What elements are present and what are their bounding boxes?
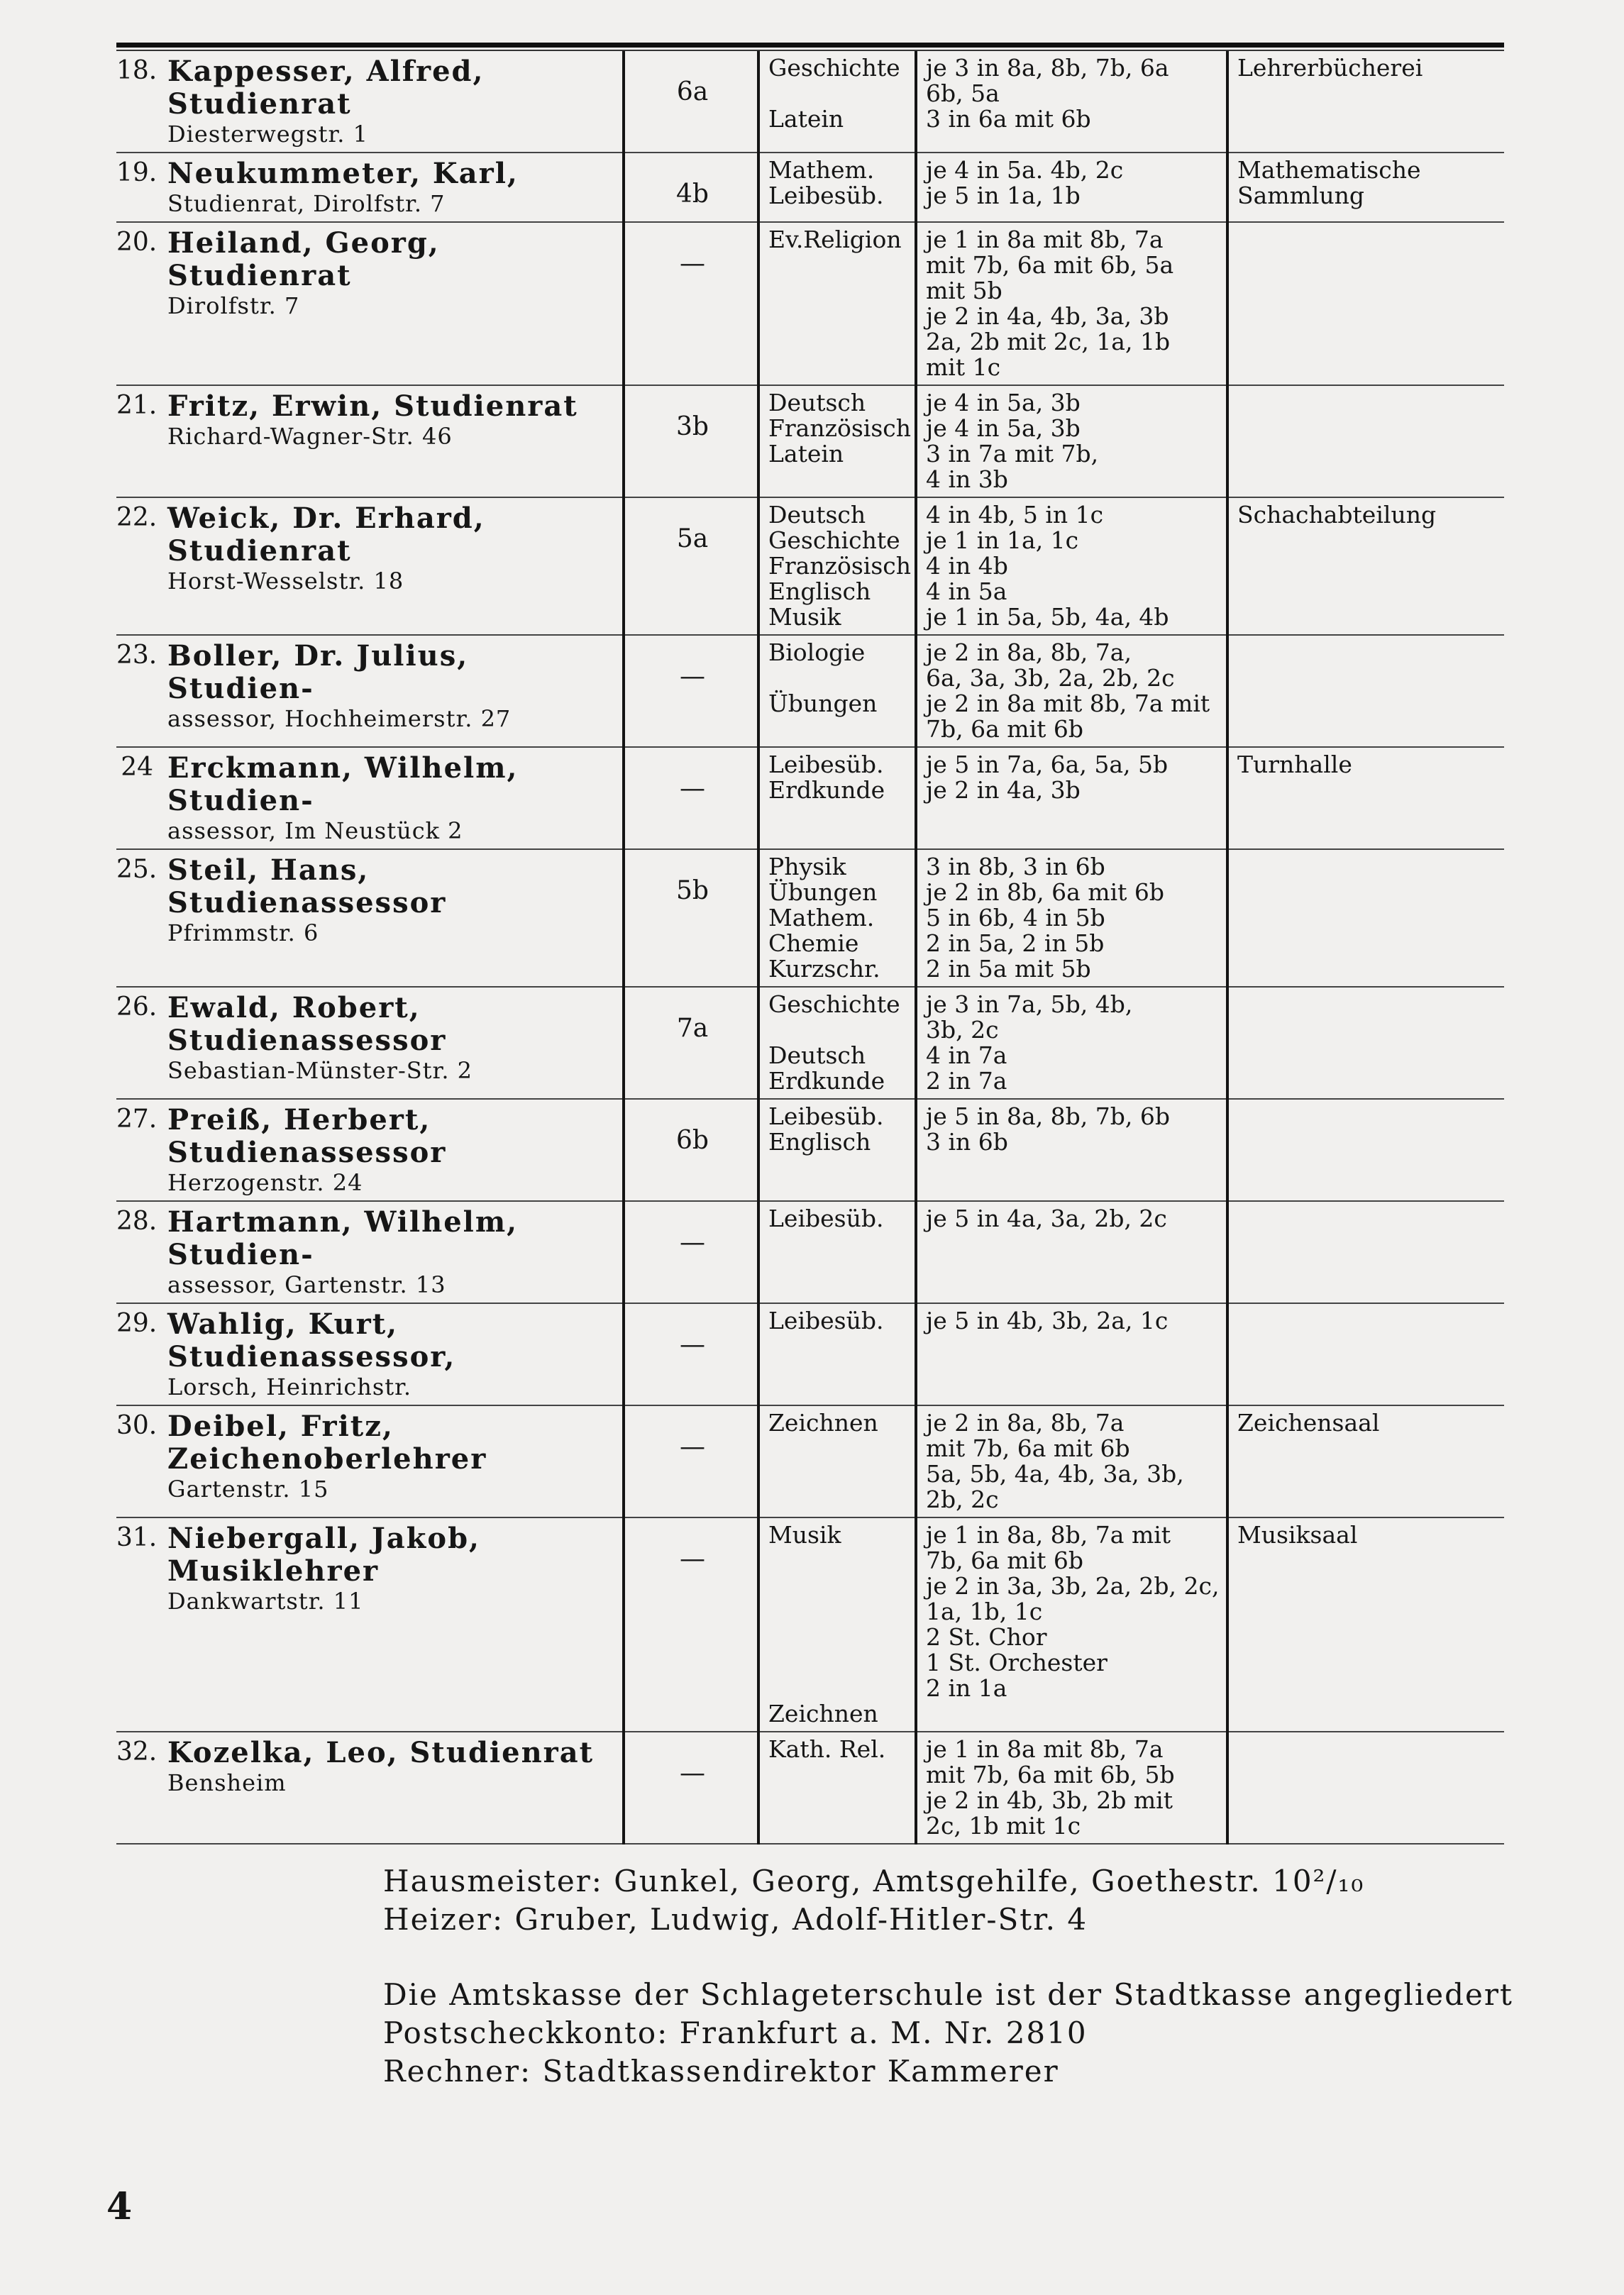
note-cell <box>1227 1405 1504 1517</box>
table-row <box>116 1099 1504 1201</box>
subjects-cell <box>758 1303 916 1405</box>
subject: Deutsch <box>768 1041 866 1069</box>
table-row <box>116 385 1504 497</box>
hours-line: 2b, 2c <box>926 1486 999 1513</box>
teacher-name: Preiß, Herbert, Studienassessor <box>167 1103 447 1169</box>
subject <box>768 81 909 106</box>
subjects-cell <box>758 849 916 987</box>
subject: Chemie <box>768 929 859 957</box>
hours-line: 6b, 5a <box>926 79 1000 107</box>
hours-line: 1a, 1b, 1c <box>926 1598 1043 1625</box>
subject <box>768 1574 909 1599</box>
subject: Deutsch <box>768 501 866 529</box>
subject: Französisch <box>768 552 912 580</box>
hours-line: 1 St. Orchester <box>926 1649 1107 1676</box>
subjects-cell <box>758 1517 916 1732</box>
class-teacher-of <box>624 51 758 153</box>
hours-line: je 5 in 7a, 6a, 5a, 5b <box>926 751 1169 778</box>
note-cell <box>1227 849 1504 987</box>
hours-cell <box>916 222 1227 385</box>
note-line: Musiksaal <box>1237 1521 1358 1549</box>
hours-line: 2 St. Chor <box>926 1623 1047 1651</box>
hours-cell <box>916 1517 1227 1732</box>
hours-line: 3 in 6a mit 6b <box>926 105 1091 133</box>
teacher-address: Sebastian-Münster-Str. 2 <box>167 1057 473 1084</box>
hours-cell <box>916 1303 1227 1405</box>
hours-cell <box>916 385 1227 497</box>
subject: Geschichte <box>768 990 900 1018</box>
hours-line: je 1 in 8a mit 8b, 7a <box>926 1735 1164 1763</box>
hours-line: je 2 in 8a mit 8b, 7a mit <box>926 690 1210 717</box>
row-number: 28. <box>116 1201 159 1303</box>
class-teacher-of <box>624 222 758 385</box>
hours-line: 4 in 3b <box>926 465 1008 493</box>
hours-line: je 3 in 8a, 8b, 7b, 6a <box>926 54 1169 82</box>
hours-line: 4 in 4b <box>926 552 1008 580</box>
class-label: — <box>680 1759 705 1788</box>
note-cell <box>1227 1201 1504 1303</box>
note-cell <box>1227 153 1504 222</box>
teacher-name: Kozelka, Leo, Studienrat <box>167 1736 595 1769</box>
rechner-line: Rechner: Stadtkassendirektor Kammerer <box>383 2054 1059 2089</box>
teacher-cell <box>159 1201 624 1303</box>
hours-line: 6a, 3a, 3b, 2a, 2b, 2c <box>926 664 1175 692</box>
subjects-cell <box>758 222 916 385</box>
table-row <box>116 1517 1504 1732</box>
teacher-cell <box>159 385 624 497</box>
subject: Geschichte <box>768 54 900 82</box>
subject: Leibesüb. <box>768 182 884 209</box>
row-number: 18. <box>116 51 159 153</box>
subject <box>768 1017 909 1043</box>
teacher-name: Ewald, Robert, Studienassessor <box>167 991 447 1057</box>
table-row <box>116 849 1504 987</box>
subjects-cell <box>758 1201 916 1303</box>
hours-cell <box>916 987 1227 1099</box>
teacher-address: assessor, Hochheimerstr. 27 <box>167 705 512 732</box>
teacher-cell <box>159 1517 624 1732</box>
class-label: — <box>680 1228 705 1257</box>
hours-cell <box>916 1732 1227 1844</box>
teacher-address: Lorsch, Heinrichstr. <box>167 1373 412 1400</box>
subject: Leibesüb. <box>768 1205 884 1232</box>
subjects-cell <box>758 987 916 1099</box>
row-number: 24 <box>116 747 159 849</box>
subject: Deutsch <box>768 389 866 416</box>
hours-line: mit 7b, 6a mit 6b, 5a <box>926 251 1174 279</box>
subject: Musik <box>768 603 841 631</box>
subjects-cell <box>758 635 916 747</box>
row-number: 19. <box>116 153 159 222</box>
subject: Mathem. <box>768 904 875 931</box>
subject: Französisch <box>768 414 912 442</box>
row-number: 25. <box>116 849 159 987</box>
staff-table-container <box>116 43 1504 1845</box>
teacher-name: Wahlig, Kurt, Studienassessor, <box>167 1307 456 1373</box>
row-number: 31. <box>116 1517 159 1732</box>
hours-line: je 2 in 4a, 4b, 3a, 3b <box>926 302 1169 330</box>
row-number: 26. <box>116 987 159 1099</box>
hours-line: je 4 in 5a. 4b, 2c <box>926 156 1124 184</box>
table-row <box>116 153 1504 222</box>
teacher-cell <box>159 1405 624 1517</box>
class-label: — <box>680 1432 705 1461</box>
row-number: 27. <box>116 1099 159 1201</box>
subject: Leibesüb. <box>768 751 884 778</box>
teacher-name: Fritz, Erwin, Studienrat <box>167 389 578 423</box>
teacher-name: Deibel, Fritz, Zeichenoberlehrer <box>167 1410 487 1476</box>
note-cell <box>1227 987 1504 1099</box>
hours-cell <box>916 51 1227 153</box>
teacher-name: Steil, Hans, Studienassessor <box>167 853 447 919</box>
teacher-cell <box>159 51 624 153</box>
hours-line: je 1 in 5a, 5b, 4a, 4b <box>926 603 1169 631</box>
table-row <box>116 1405 1504 1517</box>
class-teacher-of <box>624 1201 758 1303</box>
subject: Englisch <box>768 1128 871 1156</box>
table-row <box>116 1732 1504 1844</box>
hours-line: 2 in 5a mit 5b <box>926 955 1091 983</box>
subject: Ev.Religion <box>768 226 902 253</box>
teacher-address: assessor, Gartenstr. 13 <box>167 1271 446 1298</box>
postscheck-line: Postscheckkonto: Frankfurt a. M. Nr. 2810 <box>383 2015 1088 2050</box>
class-teacher-of <box>624 1517 758 1732</box>
note-line: Lehrerbücherei <box>1237 54 1423 82</box>
teacher-cell <box>159 1099 624 1201</box>
class-label: 3b <box>676 412 709 441</box>
hours-line: 3 in 8b, 3 in 6b <box>926 853 1105 880</box>
note-cell <box>1227 635 1504 747</box>
hours-line: 2 in 7a <box>926 1067 1007 1095</box>
staff-table-body <box>116 51 1504 1844</box>
class-teacher-of <box>624 747 758 849</box>
note-cell <box>1227 747 1504 849</box>
subject: Physik <box>768 853 846 880</box>
class-teacher-of <box>624 153 758 222</box>
teacher-address: Dirolfstr. 7 <box>167 292 300 319</box>
hours-line: 4 in 7a <box>926 1041 1007 1069</box>
hours-line: je 5 in 4a, 3a, 2b, 2c <box>926 1205 1167 1232</box>
class-teacher-of <box>624 635 758 747</box>
top-rule <box>116 43 1504 51</box>
teacher-cell <box>159 635 624 747</box>
note-cell <box>1227 222 1504 385</box>
subjects-cell <box>758 497 916 635</box>
hours-line: je 3 in 7a, 5b, 4b, <box>926 990 1133 1018</box>
class-teacher-of <box>624 1405 758 1517</box>
class-teacher-of <box>624 497 758 635</box>
heizer-line: Heizer: Gruber, Ludwig, Adolf-Hitler-Str. 4 <box>383 1902 1088 1937</box>
table-row <box>116 747 1504 849</box>
class-label: 5a <box>676 524 709 553</box>
row-number: 23. <box>116 635 159 747</box>
table-row <box>116 1303 1504 1405</box>
table-row <box>116 497 1504 635</box>
subject: Zeichnen <box>768 1409 878 1437</box>
subject: Latein <box>768 440 844 468</box>
note-line: Turnhalle <box>1237 751 1352 778</box>
staff-table <box>116 51 1504 1845</box>
table-row <box>116 222 1504 385</box>
subject: Erdkunde <box>768 776 885 804</box>
row-number: 22. <box>116 497 159 635</box>
note-line: Zeichensaal <box>1237 1409 1380 1437</box>
hours-line: 3 in 6b <box>926 1128 1008 1156</box>
teacher-name: Weick, Dr. Erhard, Studienrat <box>167 502 485 568</box>
note-cell <box>1227 51 1504 153</box>
teacher-name: Hartmann, Wilhelm, Studien- <box>167 1205 519 1271</box>
teacher-name: Heiland, Georg, Studienrat <box>167 226 440 292</box>
hours-line: mit 1c <box>926 353 1001 381</box>
teacher-cell <box>159 747 624 849</box>
subjects-cell <box>758 385 916 497</box>
subjects-cell <box>758 747 916 849</box>
subjects-cell <box>758 1099 916 1201</box>
subjects-cell <box>758 1405 916 1517</box>
teacher-address: Horst-Wesselstr. 18 <box>167 568 404 595</box>
teacher-name: Neukummeter, Karl, <box>167 157 519 190</box>
hours-line: je 5 in 8a, 8b, 7b, 6b <box>926 1102 1171 1130</box>
subject: Kath. Rel. <box>768 1735 886 1763</box>
teacher-name: Boller, Dr. Julius, Studien- <box>167 639 469 705</box>
row-number: 29. <box>116 1303 159 1405</box>
subject: Übungen <box>768 878 878 906</box>
subject: Kurzschr. <box>768 955 880 983</box>
hours-line: 7b, 6a mit 6b <box>926 1547 1083 1574</box>
hours-line: 7b, 6a mit 6b <box>926 715 1083 743</box>
class-teacher-of <box>624 1303 758 1405</box>
note-cell <box>1227 497 1504 635</box>
hausmeister-line: Hausmeister: Gunkel, Georg, Amtsgehilfe, Goethestr. 10²/₁₀ <box>383 1864 1365 1898</box>
subject: Mathem. <box>768 156 875 184</box>
subject: Musik <box>768 1521 841 1549</box>
hours-line: je 5 in 4b, 3b, 2a, 1c <box>926 1307 1169 1334</box>
subject <box>768 1548 909 1574</box>
table-row <box>116 51 1504 153</box>
hours-line: 5 in 6b, 4 in 5b <box>926 904 1105 931</box>
hours-cell <box>916 497 1227 635</box>
subject: Übungen <box>768 690 878 717</box>
hours-line: je 2 in 4b, 3b, 2b mit <box>926 1786 1173 1814</box>
subject <box>768 1650 909 1676</box>
subject <box>768 1676 909 1701</box>
hours-line: je 1 in 8a, 8b, 7a mit <box>926 1521 1171 1549</box>
hours-line: mit 5b <box>926 277 1002 304</box>
hours-line: 2 in 5a, 2 in 5b <box>926 929 1105 957</box>
teacher-address: Studienrat, Dirolfstr. 7 <box>167 190 446 217</box>
class-teacher-of <box>624 1099 758 1201</box>
subject: Erdkunde <box>768 1067 885 1095</box>
row-number: 20. <box>116 222 159 385</box>
hours-line: je 2 in 3a, 3b, 2a, 2b, 2c, <box>926 1572 1220 1600</box>
subjects-cell <box>758 1732 916 1844</box>
class-label: 4b <box>676 179 709 209</box>
note-line: Mathematische <box>1237 156 1421 184</box>
teacher-address: Gartenstr. 15 <box>167 1476 329 1503</box>
teacher-cell <box>159 987 624 1099</box>
subject <box>768 1599 909 1625</box>
hours-line: je 1 in 8a mit 8b, 7a <box>926 226 1164 253</box>
hours-line: 3 in 7a mit 7b, <box>926 440 1099 468</box>
table-row <box>116 635 1504 747</box>
class-teacher-of <box>624 385 758 497</box>
class-label: 5b <box>676 876 709 905</box>
hours-line: 5a, 5b, 4a, 4b, 3a, 3b, <box>926 1460 1184 1488</box>
teacher-address: Richard-Wagner-Str. 46 <box>167 423 453 450</box>
subject: Englisch <box>768 577 871 605</box>
table-row <box>116 987 1504 1099</box>
subject: Biologie <box>768 638 866 666</box>
hours-line: je 2 in 8a, 8b, 7a, <box>926 638 1132 666</box>
subject: Geschichte <box>768 526 900 554</box>
hours-cell <box>916 1201 1227 1303</box>
hours-line: je 2 in 8b, 6a mit 6b <box>926 878 1165 906</box>
hours-line: 2 in 1a <box>926 1674 1007 1702</box>
teacher-cell <box>159 153 624 222</box>
class-teacher-of <box>624 1732 758 1844</box>
class-label: — <box>680 1544 705 1574</box>
teacher-cell <box>159 1732 624 1844</box>
teacher-name: Niebergall, Jakob, Musiklehrer <box>167 1522 480 1588</box>
hours-line: 4 in 5a <box>926 577 1007 605</box>
hours-cell <box>916 747 1227 849</box>
subject <box>768 1625 909 1650</box>
teacher-name: Kappesser, Alfred, Studienrat <box>167 55 485 121</box>
hours-line: 2a, 2b mit 2c, 1a, 1b <box>926 328 1171 355</box>
teacher-address: Bensheim <box>167 1769 287 1796</box>
subject: Latein <box>768 105 844 133</box>
teacher-address: Diesterwegstr. 1 <box>167 121 368 148</box>
hours-cell <box>916 635 1227 747</box>
class-label: — <box>680 662 705 691</box>
hours-line: mit 7b, 6a mit 6b, 5b <box>926 1761 1175 1788</box>
hours-cell <box>916 1099 1227 1201</box>
teacher-address: assessor, Im Neustück 2 <box>167 817 463 844</box>
note-cell <box>1227 1099 1504 1201</box>
hours-cell <box>916 1405 1227 1517</box>
hours-line: je 5 in 1a, 1b <box>926 182 1081 209</box>
teacher-cell <box>159 1303 624 1405</box>
class-label: 6b <box>676 1126 709 1155</box>
amtskasse-line: Die Amtskasse der Schlageterschule ist der Stadtkasse angegliedert <box>383 1977 1513 2012</box>
teacher-address: Pfrimmstr. 6 <box>167 919 319 946</box>
note-cell <box>1227 1732 1504 1844</box>
note-cell <box>1227 385 1504 497</box>
subjects-cell <box>758 153 916 222</box>
subject: Leibesüb. <box>768 1307 884 1334</box>
class-label: 6a <box>676 77 709 106</box>
row-number: 30. <box>116 1405 159 1517</box>
note-cell <box>1227 1303 1504 1405</box>
hours-line: mit 7b, 6a mit 6b <box>926 1434 1130 1462</box>
subject: Leibesüb. <box>768 1102 884 1130</box>
note-line: Schachabteilung <box>1237 501 1437 529</box>
hours-line: 2c, 1b mit 1c <box>926 1812 1081 1840</box>
hours-line: je 4 in 5a, 3b <box>926 414 1081 442</box>
row-number: 32. <box>116 1732 159 1844</box>
hours-line: je 4 in 5a, 3b <box>926 389 1081 416</box>
hours-line: je 2 in 4a, 3b <box>926 776 1081 804</box>
table-row <box>116 1201 1504 1303</box>
class-label: — <box>680 249 705 278</box>
row-number: 21. <box>116 385 159 497</box>
class-label: 7a <box>676 1014 709 1043</box>
class-label: — <box>680 1330 705 1359</box>
note-line: Sammlung <box>1237 182 1365 209</box>
teacher-cell <box>159 222 624 385</box>
class-teacher-of <box>624 849 758 987</box>
hours-line: 4 in 4b, 5 in 1c <box>926 501 1104 529</box>
hours-line: 3b, 2c <box>926 1016 999 1044</box>
teacher-address: Dankwartstr. 11 <box>167 1588 364 1615</box>
class-teacher-of <box>624 987 758 1099</box>
note-cell <box>1227 1517 1504 1732</box>
hours-cell <box>916 153 1227 222</box>
teacher-name: Erckmann, Wilhelm, Studien- <box>167 751 519 817</box>
hours-line: je 2 in 8a, 8b, 7a <box>926 1409 1125 1437</box>
teacher-address: Herzogenstr. 24 <box>167 1169 363 1196</box>
subject <box>768 665 909 691</box>
hours-cell <box>916 849 1227 987</box>
subject: Zeichnen <box>768 1700 878 1727</box>
page-number: 4 <box>106 2185 133 2228</box>
class-label: — <box>680 774 705 803</box>
hours-line: je 1 in 1a, 1c <box>926 526 1079 554</box>
subjects-cell <box>758 51 916 153</box>
teacher-cell <box>159 849 624 987</box>
teacher-cell <box>159 497 624 635</box>
footer <box>383 1862 1513 2091</box>
